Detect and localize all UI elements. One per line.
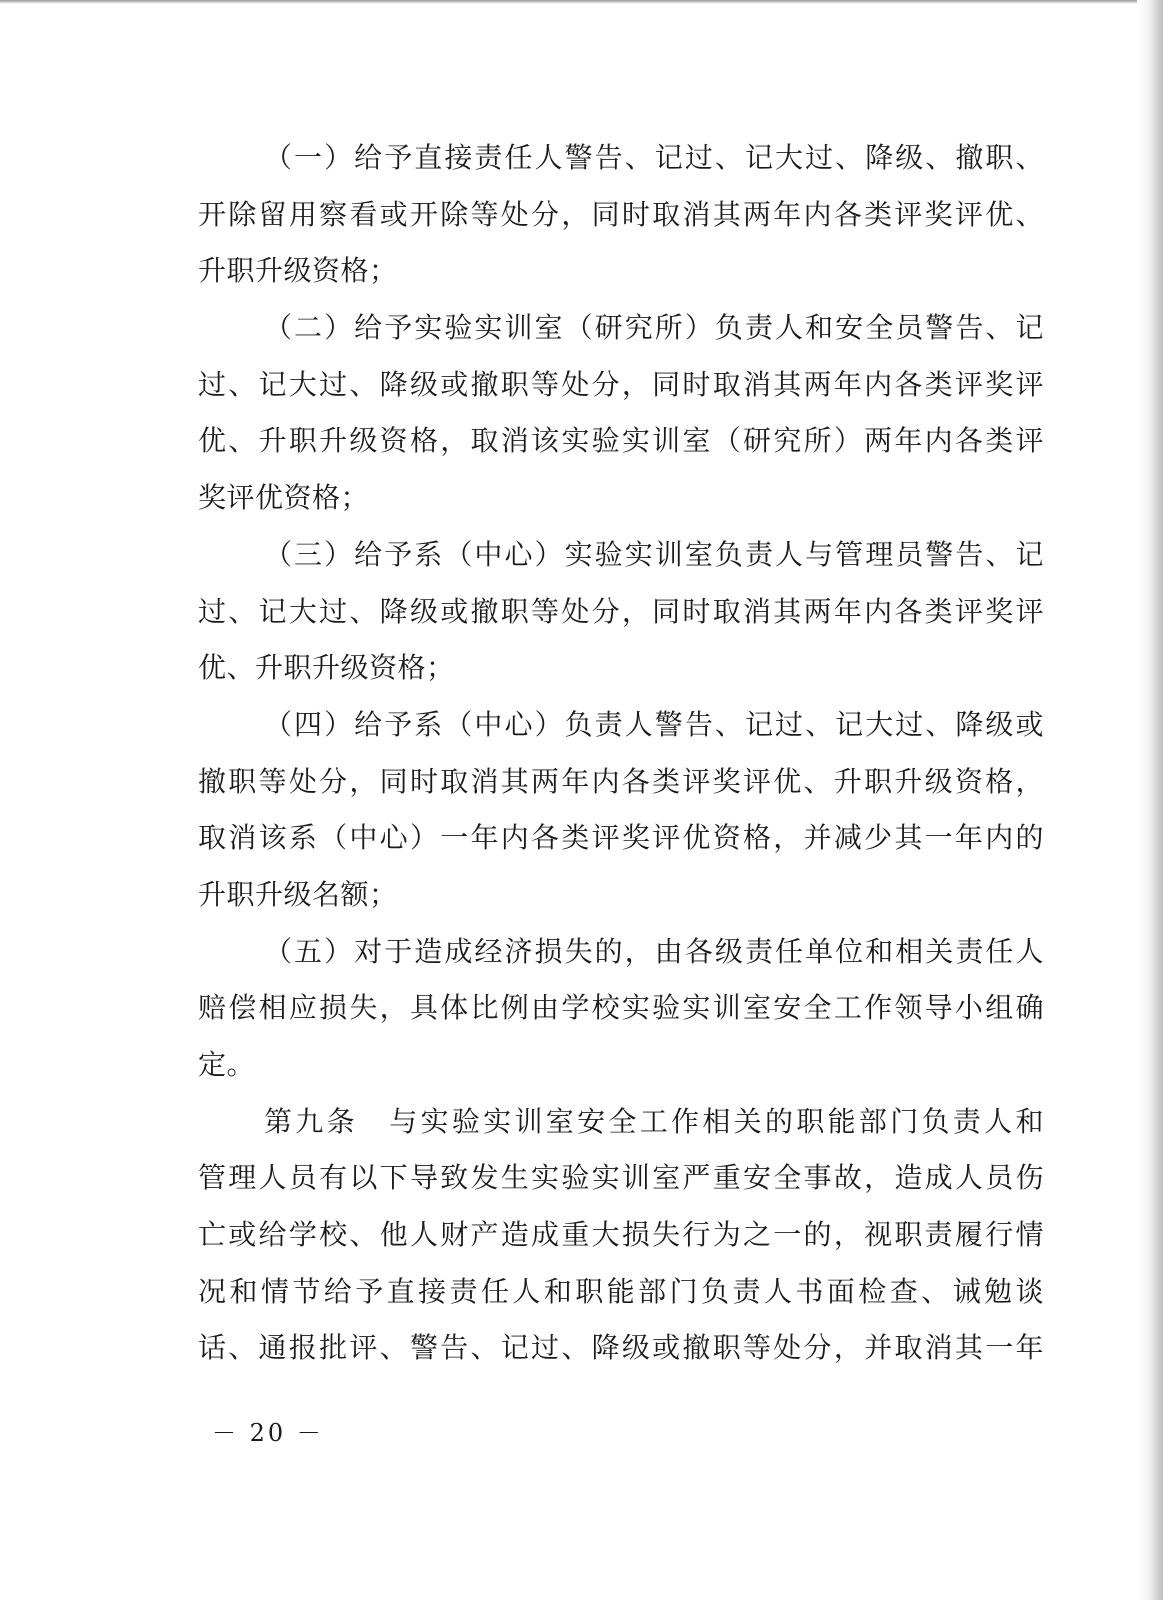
text-line: 优、升职升级资格； — [198, 651, 455, 685]
paragraph-clause-4 — [198, 697, 1044, 924]
text-line: 过、记大过、降级或撤职等处分，同时取消其两年内各类评奖评 — [198, 367, 1044, 401]
scan-edge-top — [0, 0, 1163, 4]
text-line: 话、通报批评、警告、记过、降级或撤职等处分，并取消其一年 — [198, 1331, 1044, 1365]
text-line: 升职升级资格； — [198, 254, 398, 288]
text-line: 过、记大过、降级或撤职等处分，同时取消其两年内各类评奖评 — [198, 594, 1044, 628]
text-line: 升职升级名额； — [198, 877, 398, 911]
text-line: 赔偿相应损失，具体比例由学校实验实训室安全工作领导小组确 — [198, 991, 1044, 1025]
text-line: 管理人员有以下导致发生实验实训室严重安全事故，造成人员伤 — [198, 1161, 1044, 1195]
paragraph-article-9 — [198, 1094, 1044, 1377]
text-line: 定。 — [198, 1048, 256, 1081]
paragraph-clause-2 — [198, 300, 1044, 527]
text-line: 撤职等处分，同时取消其两年内各类评奖评优、升职升级资格， — [198, 764, 1044, 798]
text-line: 开除留用察看或开除等处分，同时取消其两年内各类评奖评优、 — [198, 197, 1044, 231]
text-line: （三）给予系（中心）实验实训室负责人与管理员警告、记 — [264, 537, 1044, 571]
text-line: 取消该系（中心）一年内各类评奖评优资格，并减少其一年内的 — [198, 821, 1044, 855]
paragraph-clause-3 — [198, 527, 1044, 697]
paragraph-clause-5 — [198, 924, 1044, 1094]
text-line: （五）对于造成经济损失的，由各级责任单位和相关责任人 — [264, 934, 1044, 968]
document-body — [198, 130, 1044, 1377]
text-line: （一）给予直接责任人警告、记过、记大过、降级、撤职、 — [264, 141, 1044, 174]
text-line: 第九条 与实验实训室安全工作相关的职能部门负责人和 — [264, 1104, 1044, 1138]
scan-edge-right — [1137, 0, 1163, 1600]
paragraph-clause-1 — [198, 130, 1044, 300]
text-line: 亡或给学校、他人财产造成重大损失行为之一的，视职责履行情 — [198, 1218, 1044, 1252]
text-line: （四）给予系（中心）负责人警告、记过、记大过、降级或 — [264, 707, 1044, 741]
text-line: 奖评优资格； — [198, 481, 370, 515]
text-line: 优、升职升级资格，取消该实验实训室（研究所）两年内各类评 — [198, 424, 1044, 458]
text-line: 况和情节给予直接责任人和职能部门负责人书面检查、诫勉谈 — [198, 1274, 1044, 1308]
page-number: － 20 － — [212, 1419, 324, 1447]
text-line: （二）给予实验实训室（研究所）负责人和安全员警告、记 — [264, 311, 1044, 345]
